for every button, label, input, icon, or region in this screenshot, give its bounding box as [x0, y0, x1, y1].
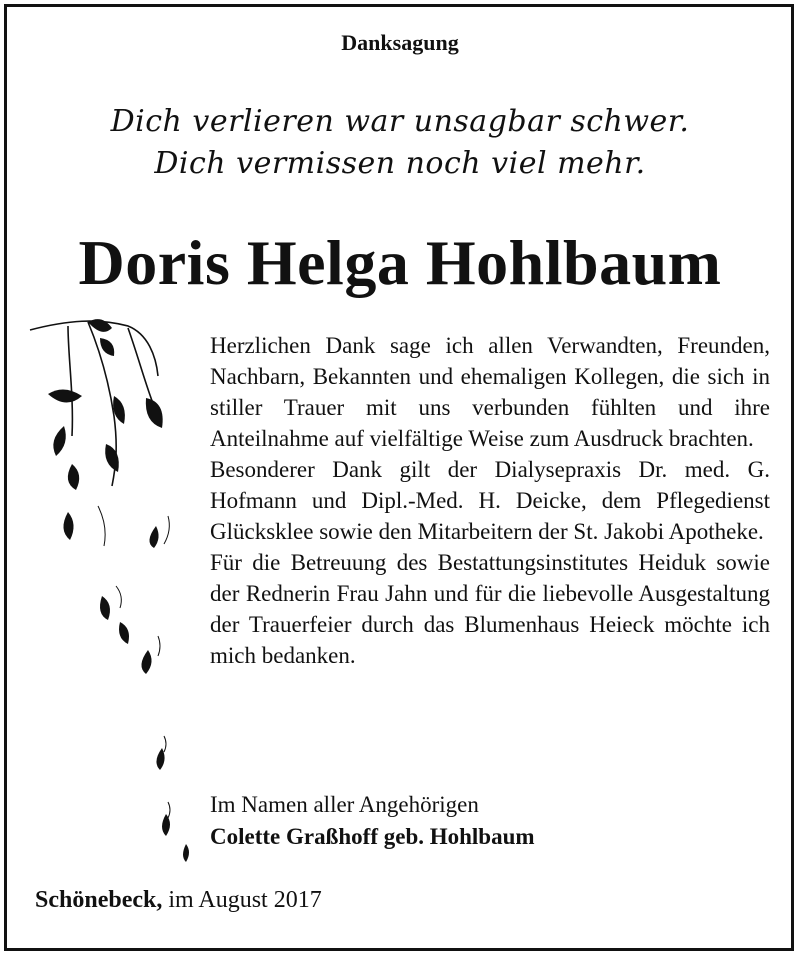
notice-date: im August 2017	[168, 887, 322, 913]
message-body	[210, 330, 770, 671]
quote-line-1: Dich verlieren war unsagbar schwer.	[110, 104, 690, 139]
signature-name: Colette Graßhoff geb. Hohlbaum	[210, 824, 535, 849]
deceased-name: Doris Helga Hohlbaum	[78, 227, 722, 298]
message-paragraph-3: Für die Betreuung des Bestattungsinstitutes Heiduk sowie der Rednerin Frau Jahn und für die liebevolle Ausgestaltung der Trauerfeier durch das Blumenhaus Heieck möchte ich mich bedanken.	[210, 550, 770, 668]
leaf-branch-icon	[28, 316, 198, 876]
place-name: Schönebeck,	[35, 887, 163, 913]
message-paragraph-2: Besonderer Dank gilt der Dialysepraxis Dr. med. G. Hofmann und Dipl.-Med. H. Deicke, dem Pflegedienst Glücksklee sowie den Mitarbeitern der St. Jakobi Apotheke.	[210, 457, 770, 544]
notice-title: Danksagung	[341, 30, 459, 55]
place-date-line	[35, 887, 322, 914]
signature-intro: Im Namen aller Angehörigen	[210, 792, 479, 817]
quote-line-2: Dich vermissen noch viel mehr.	[154, 146, 646, 181]
message-paragraph-1: Herzlichen Dank sage ich allen Verwandten, Freunden, Nachbarn, Bekannten und ehemaligen Kollegen, die sich in stiller Trauer mit uns verbunden fühlten und ihre Anteilnahme auf vielfältige Weise zum Ausdruck brachten.	[210, 333, 770, 451]
